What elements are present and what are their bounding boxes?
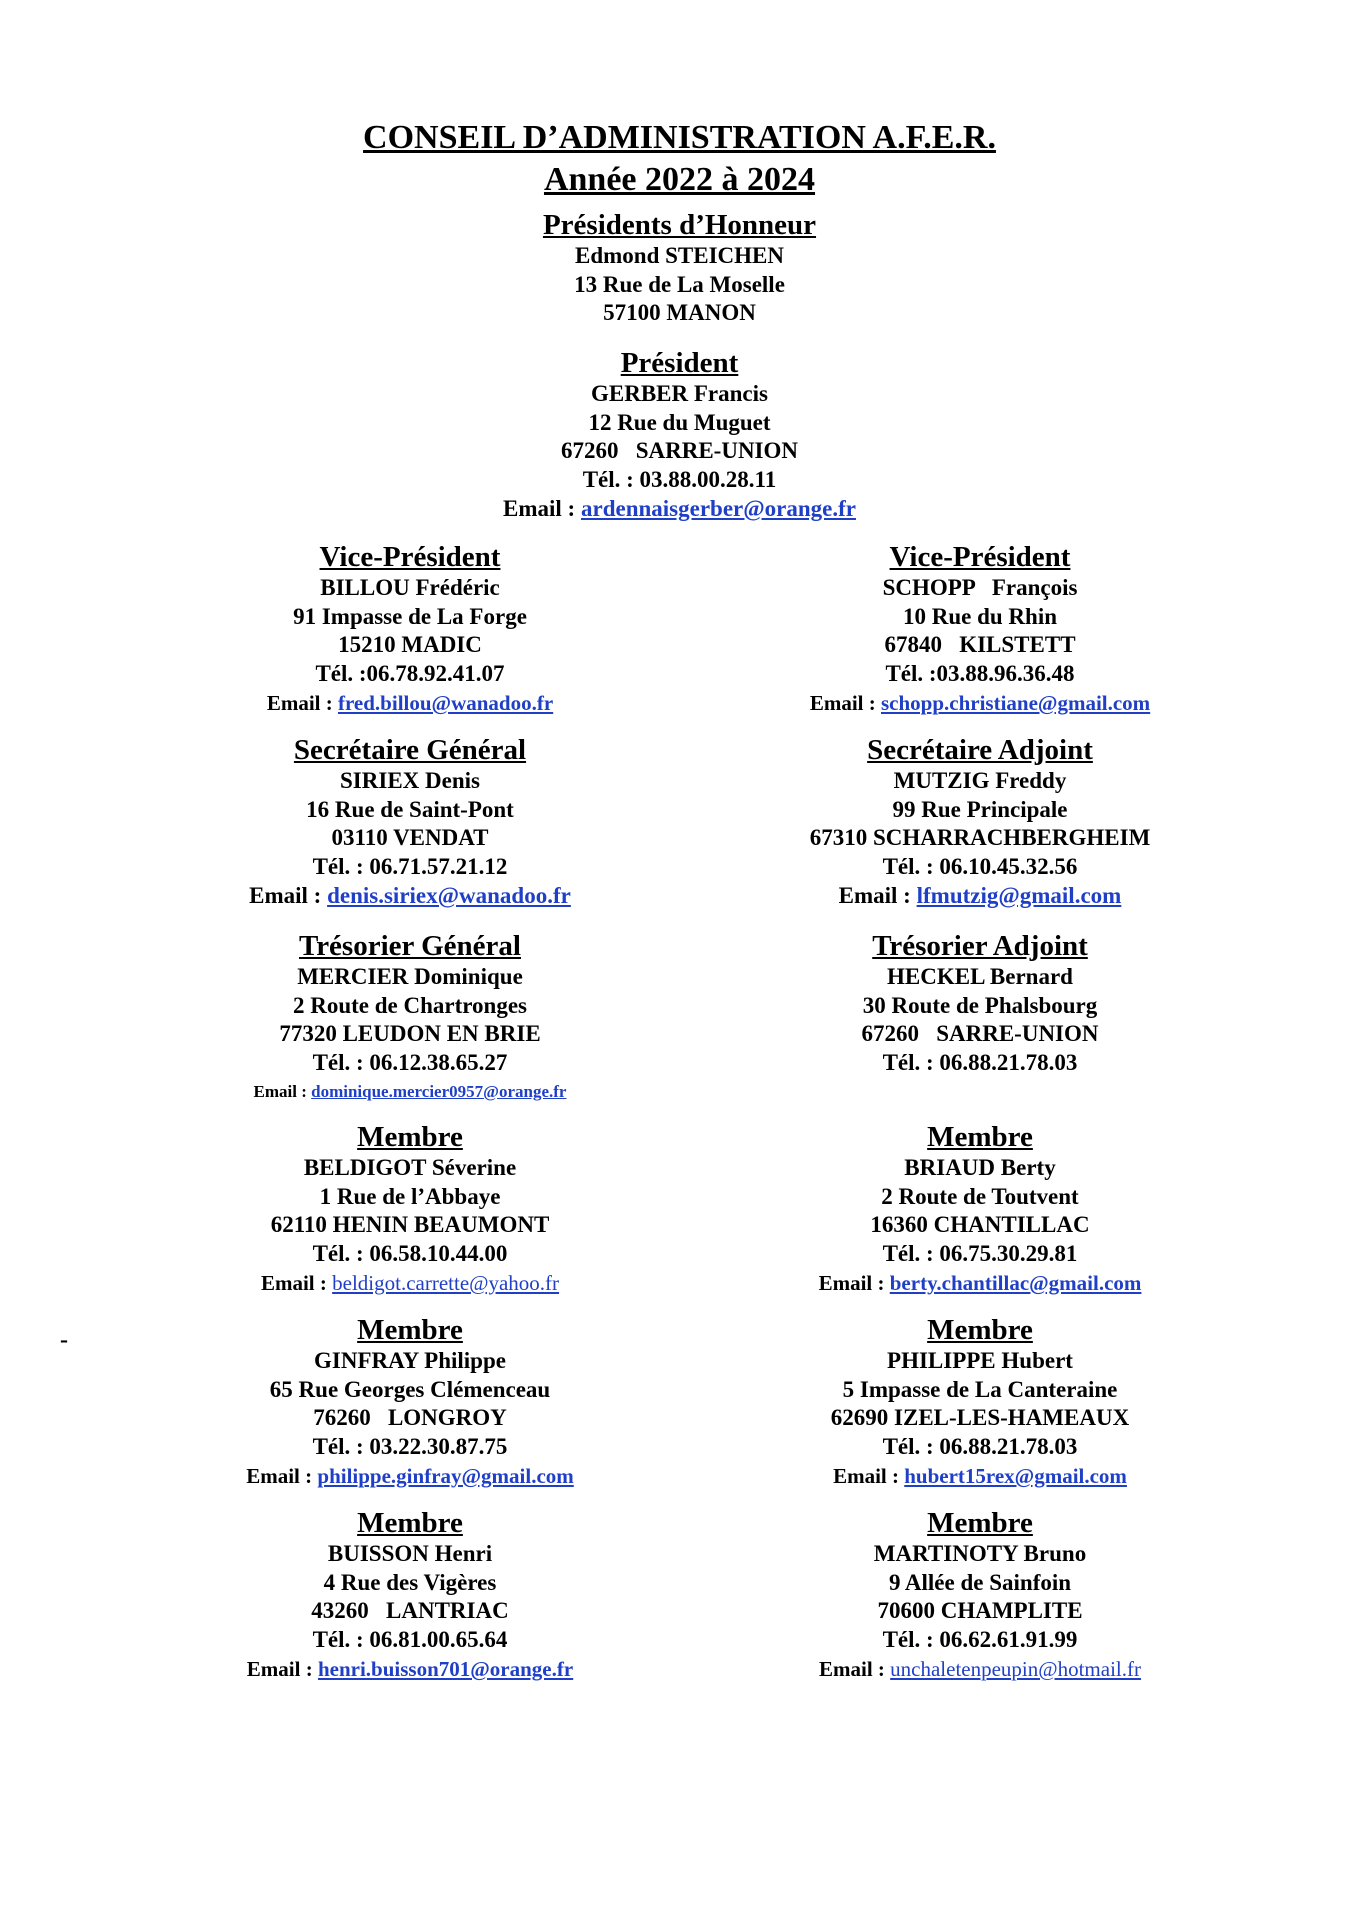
member-card-secretaire-general xyxy=(160,733,660,911)
email-link[interactable]: berty.chantillac@gmail.com xyxy=(889,1270,1142,1295)
member-email-line xyxy=(160,1462,660,1491)
member-email-line xyxy=(700,1655,1260,1684)
member-street: 4 Rue des Vigères xyxy=(323,1569,497,1595)
member-street: 10 Rue du Rhin xyxy=(902,603,1058,629)
member-street: 91 Impasse de La Forge xyxy=(293,603,527,629)
member-city: 67260 SARRE-UNION xyxy=(861,1021,1099,1047)
member-card-vice-president-2 xyxy=(700,540,1260,718)
member-street: 13 Rue de La Moselle xyxy=(574,271,785,297)
member-card-beldigot xyxy=(160,1120,660,1298)
role-heading: Membre xyxy=(357,1314,463,1346)
email-link[interactable]: schopp.christiane@gmail.com xyxy=(880,690,1151,715)
email-label: Email : xyxy=(503,495,581,521)
member-name: BUISSON Henri xyxy=(327,1541,493,1566)
member-phone: Tél. : 06.88.21.78.03 xyxy=(882,1434,1078,1460)
member-street: 1 Rue de l’Abbaye xyxy=(319,1183,501,1209)
margin-dash-mark: - xyxy=(60,1327,68,1353)
member-email-line xyxy=(160,1078,660,1107)
member-phone: Tél. : 06.88.21.78.03 xyxy=(882,1050,1078,1076)
member-street: 30 Route de Phalsbourg xyxy=(862,992,1098,1018)
email-link[interactable]: unchaletenpeupin@hotmail.fr xyxy=(890,1656,1141,1681)
role-heading: Présidents d’Honneur xyxy=(542,209,817,241)
member-city: 77320 LEUDON EN BRIE xyxy=(279,1021,541,1047)
role-heading: Membre xyxy=(927,1507,1033,1539)
member-email-line xyxy=(160,689,660,718)
role-heading: Trésorier Général xyxy=(299,930,521,962)
email-link[interactable]: dominique.mercier0957@orange.fr xyxy=(311,1081,567,1101)
member-card-secretaire-adjoint xyxy=(700,733,1260,911)
member-street: 12 Rue du Muguet xyxy=(588,409,771,435)
member-city: 16360 CHANTILLAC xyxy=(870,1212,1090,1238)
member-name: MUTZIG Freddy xyxy=(893,768,1067,793)
member-phone: Tél. : 06.62.61.91.99 xyxy=(882,1627,1078,1653)
member-name: Edmond STEICHEN xyxy=(575,243,784,268)
email-link[interactable]: hubert15rex@gmail.com xyxy=(904,1463,1127,1488)
member-card-philippe xyxy=(700,1313,1260,1491)
member-city: 76260 LONGROY xyxy=(313,1405,507,1431)
member-email-line xyxy=(0,495,1359,524)
page-title: CONSEIL D’ADMINISTRATION A.F.E.R. xyxy=(363,119,996,156)
email-label: Email : xyxy=(253,1081,312,1101)
member-email-line xyxy=(700,1462,1260,1491)
email-link[interactable]: philippe.ginfray@gmail.com xyxy=(317,1463,574,1488)
member-city: 67310 SCHARRACHBERGHEIM xyxy=(809,825,1151,851)
member-city: 67260 SARRE-UNION xyxy=(560,438,799,464)
email-link[interactable]: lfmutzig@gmail.com xyxy=(916,882,1122,908)
member-name: SIRIEX Denis xyxy=(340,768,480,793)
member-city: 15210 MADIC xyxy=(338,632,482,658)
role-heading: Secrétaire Général xyxy=(293,734,527,766)
role-heading: Vice-Président xyxy=(319,541,501,573)
member-card-briaud xyxy=(700,1120,1260,1298)
email-label: Email : xyxy=(809,690,881,715)
member-name: BELDIGOT Séverine xyxy=(303,1155,517,1180)
member-street: 9 Allée de Sainfoin xyxy=(888,1569,1072,1595)
email-label: Email : xyxy=(266,690,338,715)
member-card-tresorier-general xyxy=(160,929,660,1107)
role-heading: Membre xyxy=(357,1507,463,1539)
member-street: 2 Route de Toutvent xyxy=(881,1183,1079,1209)
email-link[interactable]: ardennaisgerber@orange.fr xyxy=(580,495,856,521)
president-section xyxy=(0,346,1359,524)
member-name: PHILIPPE Hubert xyxy=(887,1348,1073,1373)
member-street: 5 Impasse de La Canteraine xyxy=(842,1376,1118,1402)
member-name: GERBER Francis xyxy=(591,381,768,406)
member-card-buisson xyxy=(160,1506,660,1684)
member-email-line xyxy=(160,1269,660,1298)
member-phone: Tél. : 03.22.30.87.75 xyxy=(312,1434,508,1460)
email-link[interactable]: beldigot.carrette@yahoo.fr xyxy=(332,1270,560,1295)
member-city: 62690 IZEL-LES-HAMEAUX xyxy=(830,1405,1130,1431)
role-heading: Vice-Président xyxy=(889,541,1071,573)
member-phone: Tél. :03.88.96.36.48 xyxy=(885,661,1075,687)
role-heading: Membre xyxy=(927,1314,1033,1346)
email-label: Email : xyxy=(818,1656,891,1681)
email-label: Email : xyxy=(833,1463,905,1488)
member-street: 2 Route de Chartronges xyxy=(292,992,528,1018)
member-email-line xyxy=(700,882,1260,911)
member-card-ginfray xyxy=(160,1313,660,1491)
member-city: 03110 VENDAT xyxy=(331,825,489,851)
member-phone: Tél. : 03.88.00.28.11 xyxy=(582,467,777,493)
member-phone: Tél. : 06.81.00.65.64 xyxy=(312,1627,508,1653)
email-label: Email : xyxy=(838,882,917,908)
email-label: Email : xyxy=(260,1270,333,1295)
member-city: 67840 KILSTETT xyxy=(884,632,1076,658)
member-email-line xyxy=(160,1655,660,1684)
member-phone: Tél. : 06.58.10.44.00 xyxy=(312,1241,508,1267)
page-subtitle-years: Année 2022 à 2024 xyxy=(543,161,816,198)
member-email-line xyxy=(160,882,660,911)
role-heading: Membre xyxy=(357,1121,463,1153)
email-link[interactable]: denis.siriex@wanadoo.fr xyxy=(327,882,571,908)
member-card-martinoty xyxy=(700,1506,1260,1684)
member-name: MARTINOTY Bruno xyxy=(873,1541,1087,1566)
honorary-presidents-section xyxy=(0,208,1359,328)
email-label: Email : xyxy=(246,1656,318,1681)
member-name: HECKEL Bernard xyxy=(887,964,1073,989)
member-phone: Tél. : 06.71.57.21.12 xyxy=(312,854,508,880)
member-email-line xyxy=(700,689,1260,718)
role-heading: Secrétaire Adjoint xyxy=(867,734,1093,766)
member-street: 99 Rue Principale xyxy=(892,796,1068,822)
member-phone: Tél. : 06.75.30.29.81 xyxy=(882,1241,1078,1267)
role-heading: Président xyxy=(620,347,739,379)
member-name: BRIAUD Berty xyxy=(904,1155,1056,1180)
member-name: GINFRAY Philippe xyxy=(314,1348,506,1373)
email-label: Email : xyxy=(246,1463,318,1488)
member-phone: Tél. : 06.10.45.32.56 xyxy=(882,854,1078,880)
member-city: 57100 MANON xyxy=(603,300,756,326)
member-phone: Tél. : 06.12.38.65.27 xyxy=(312,1050,508,1076)
member-city: 43260 LANTRIAC xyxy=(311,1598,509,1624)
email-link[interactable]: henri.buisson701@orange.fr xyxy=(317,1656,574,1681)
email-link[interactable]: fred.billou@wanadoo.fr xyxy=(338,690,554,715)
email-label: Email : xyxy=(249,882,328,908)
member-city: 62110 HENIN BEAUMONT xyxy=(270,1212,550,1238)
member-city: 70600 CHAMPLITE xyxy=(877,1598,1083,1624)
member-name: BILLOU Frédéric xyxy=(320,575,500,600)
member-name: SCHOPP François xyxy=(882,575,1078,600)
member-card-vice-president-1 xyxy=(160,540,660,718)
email-label: Email : xyxy=(818,1270,890,1295)
member-card-tresorier-adjoint xyxy=(700,929,1260,1078)
member-phone: Tél. :06.78.92.41.07 xyxy=(315,661,505,687)
member-email-line xyxy=(700,1269,1260,1298)
member-street: 65 Rue Georges Clémenceau xyxy=(269,1376,551,1402)
role-heading: Membre xyxy=(927,1121,1033,1153)
member-name: MERCIER Dominique xyxy=(297,964,523,989)
member-street: 16 Rue de Saint-Pont xyxy=(306,796,514,822)
role-heading: Trésorier Adjoint xyxy=(872,930,1088,962)
